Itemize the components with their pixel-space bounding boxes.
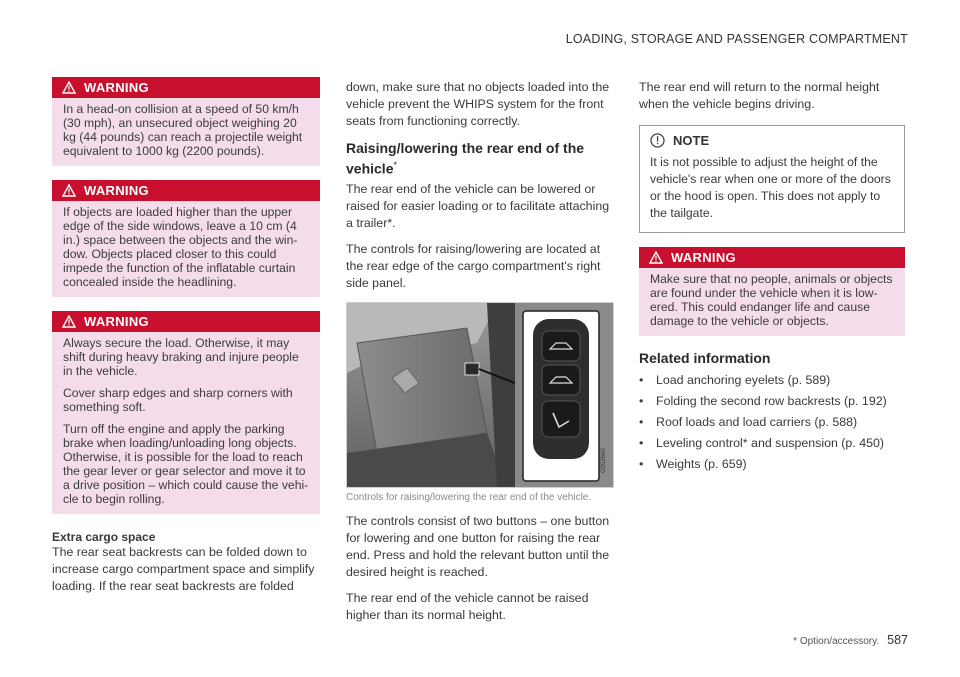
paragraph: The rear end of the vehicle cannot be raised higher than its normal height. [346, 590, 589, 622]
warning-triangle-icon [62, 81, 76, 94]
note-title: NOTE [673, 133, 710, 148]
rear-end-controls-photo [346, 302, 614, 488]
warning-text: Make sure that no people, animals or objects are found under the vehicle when it is low-ered. This could endanger life and cause damage to the vehicle or objects. [650, 272, 893, 328]
note-text: It is not possible to adjust the height of the vehicle's rear when one or more of the doors or the hood is open. This does not apply to the tailgate. [650, 155, 891, 220]
page-number: 587 [887, 633, 908, 647]
page-header: LOADING, STORAGE AND PASSENGER COMPARTMENT [565, 32, 908, 46]
section-heading [346, 140, 614, 178]
paragraph: The controls consist of two buttons – one button for lowering and one button for raising the rear end. Press and hold the relevant button until the desired height is reached. [346, 513, 610, 579]
warning-box-lowering [639, 247, 905, 336]
related-link[interactable]: • Folding the second row backrests (p. 192) [639, 391, 905, 412]
option-asterisk: * [393, 160, 397, 170]
note-box [639, 125, 905, 233]
warning-header [52, 311, 320, 332]
continuation-text: down, make sure that no objects loaded into the vehicle prevent the WHIPS system for the front seats from functioning correctly. [346, 80, 610, 128]
warning-box-collision [52, 77, 320, 166]
warning-title: WARNING [84, 80, 149, 95]
related-link[interactable]: • Leveling control* and suspension (p. 450) [639, 433, 905, 454]
column-right [639, 79, 905, 475]
warning-header [639, 247, 905, 268]
warning-triangle-icon [649, 251, 663, 264]
column-middle [346, 79, 614, 624]
figure-caption: Controls for raising/lowering the rear end of the vehicle. [346, 491, 592, 503]
related-information-heading: Related information [639, 350, 771, 366]
warning-header [52, 77, 320, 98]
column-left [52, 77, 320, 595]
paragraph: The rear end of the vehicle can be lowered or raised for easier loading or to facilitate attaching a trailer*. [346, 181, 610, 230]
related-link[interactable]: • Roof loads and load carriers (p. 588) [639, 412, 905, 433]
related-link[interactable]: • Load anchoring eyelets (p. 589) [639, 370, 905, 391]
warning-title: WARNING [671, 250, 736, 265]
warning-triangle-icon [62, 184, 76, 197]
related-links-list [639, 370, 905, 475]
note-header [650, 133, 894, 148]
paragraph: The controls for raising/lowering are located at the rear edge of the cargo compartment's right side panel. [346, 241, 601, 290]
extra-cargo-space-text: The rear seat backrests can be folded down to increase cargo compartment space and simplify loading. If the rear seat backrests are folded [52, 545, 315, 593]
warning-text: In a head-on collision at a speed of 50 km/h (30 mph), an unsecured object weighing 20 kg (44 pounds) can reach a projectile weight equivalent to 1000 kg (2200 pounds). [63, 102, 303, 158]
warning-paragraph: Turn off the engine and apply the parking brake when loading/unloading long objects. Otherwise, it is possible for the load to reach the gear lever or gear selector and move it to a drive position – which could cause the vehi-cle to begin rolling. [63, 422, 309, 506]
related-link[interactable]: • Weights (p. 659) [639, 454, 905, 475]
warning-title: WARNING [84, 314, 149, 329]
warning-text: If objects are loaded higher than the upper edge of the side windows, leave a 10 cm (4 in.) space between the objects and the win-dow. Objects placed closer to this could impede the function of the inflatable curtain concealed inside the headlining. [63, 205, 298, 289]
warning-box-secure-load [52, 311, 320, 514]
warning-paragraph: Always secure the load. Otherwise, it may shift during heavy braking and injure people in the vehicle. [63, 336, 299, 378]
page-footer [793, 633, 908, 647]
figure-code: G052660 [601, 447, 607, 473]
extra-cargo-space-heading: Extra cargo space [52, 530, 156, 544]
warning-header [52, 180, 320, 201]
warning-text [52, 332, 320, 514]
warning-title: WARNING [84, 183, 149, 198]
section-heading-text: Raising/lowering the rear end of the vehicle [346, 140, 585, 177]
cargo-compartment-illustration [347, 303, 614, 488]
option-footnote: * Option/accessory. [793, 636, 880, 647]
warning-box-side-windows [52, 180, 320, 297]
info-icon [650, 133, 665, 148]
paragraph: The rear end will return to the normal height when the vehicle begins driving. [639, 80, 880, 111]
warning-triangle-icon [62, 315, 76, 328]
warning-paragraph: Cover sharp edges and sharp corners with something soft. [63, 386, 293, 414]
